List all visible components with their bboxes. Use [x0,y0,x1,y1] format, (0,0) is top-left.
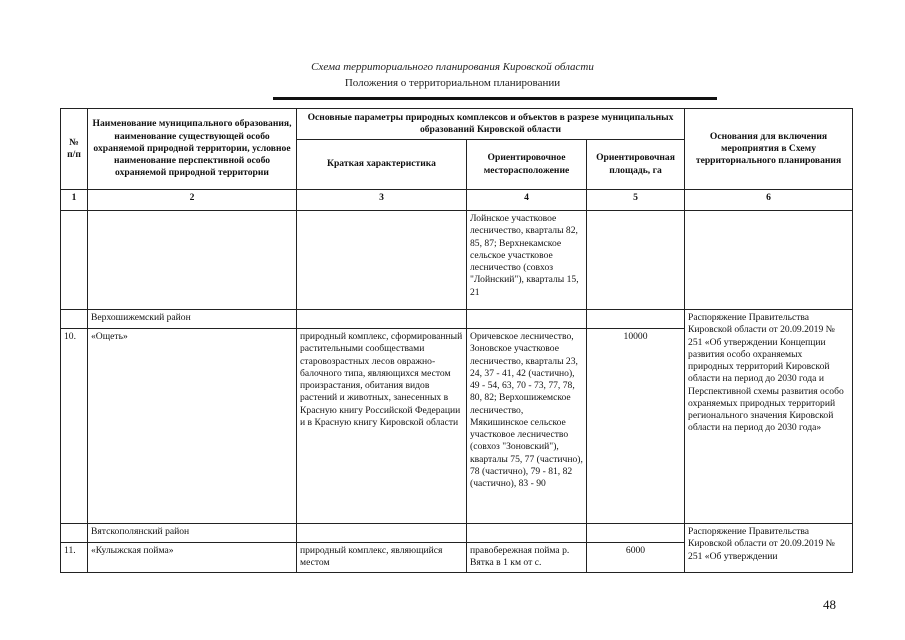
col-header-characteristic: Краткая характеристика [297,140,467,190]
cell-basis: Распоряжение Правительства Кировской области от 20.09.2019 № 251 «Об утверждении Концепции развития особо охраняемых природных территорий Кировской области на период до 2030 года и Перспективной схемы развития особо охраняемых природных территорий регионального значения Кировской области на период до 2030 года» [685,310,853,524]
cell-empty [297,211,467,310]
cell-area: 10000 [587,329,685,524]
cell-characteristic: природный комплекс, сформированный растительными сообществами старовозрастных лесов овражно-балочного типа, являющихся местом произрастания, обитания видов растений и животных, занесенных в Красную книгу Российской Федерации и в Красную книгу Кировской области [297,329,467,524]
col-header-num: № п/п [61,109,88,190]
table-row [61,310,853,329]
cell-empty [61,310,88,329]
cell-empty [61,524,88,543]
cell-location: Оричевское лесничество, Зоновское участковое лесничество, кварталы 23, 24, 37 - 41, 42 (частично), 49 - 54, 63, 70 - 73, 77, 78, 80, 82; Верхошижемское лесничество, Мякишинское сельское участковое лесничество (совхоз "Зоновский"), кварталы 75, 77 (частично), 78 (частично), 79 - 81, 82 (частично), 83 - 90 [467,329,587,524]
col-number: 2 [88,190,297,211]
cell-empty [467,310,587,329]
cell-num: 11. [61,543,88,573]
cell-empty [297,524,467,543]
cell-characteristic: природный комплекс, являющийся местом [297,543,467,573]
table-row [61,211,853,310]
column-number-row [61,190,853,211]
col-number: 5 [587,190,685,211]
cell-empty [88,211,297,310]
territory-table [60,108,853,573]
cell-empty [61,211,88,310]
col-number: 4 [467,190,587,211]
district-name: Вятскополянский район [88,524,297,543]
cell-empty [685,211,853,310]
col-number: 1 [61,190,88,211]
col-header-area: Ориентировочная площадь, га [587,140,685,190]
document-title: Схема территориального планирования Кировской области [311,61,594,73]
col-header-basis: Основания для включения мероприятия в Схему территориального планирования [685,109,853,190]
col-number: 3 [297,190,467,211]
cell-empty [587,310,685,329]
cell-num: 10. [61,329,88,524]
cell-location: правобережная пойма р. Вятка в 1 км от с. [467,543,587,573]
col-header-location: Ориентировочное месторасположение [467,140,587,190]
col-header-name: Наименование муниципального образования, наименование существующей особо охраняемой природной территории, условное наименование перспективной особо охраняемой природной территории [88,109,297,190]
cell-empty [587,211,685,310]
col-header-params: Основные параметры природных комплексов и объектов в разрезе муниципальных образований Кировской области [297,109,685,140]
cell-empty [297,310,467,329]
cell-name: «Кулыжская пойма» [88,543,297,573]
cell-location: Лойнское участковое лесничество, кварталы 82, 85, 87; Верхнекамское сельское участковое лесничество (совхоз "Лойнский"), кварталы 15, 21 [467,211,587,310]
cell-area: 6000 [587,543,685,573]
header-divider [273,97,717,100]
district-name: Верхошижемский район [88,310,297,329]
table-row [61,524,853,543]
cell-name: «Ощеть» [88,329,297,524]
page-number: 48 [823,597,836,612]
cell-empty [467,524,587,543]
col-number: 6 [685,190,853,211]
cell-empty [587,524,685,543]
document-subtitle: Положения о территориальном планировании [344,77,561,89]
cell-basis: Распоряжение Правительства Кировской области от 20.09.2019 № 251 «Об утверждении [685,524,853,573]
